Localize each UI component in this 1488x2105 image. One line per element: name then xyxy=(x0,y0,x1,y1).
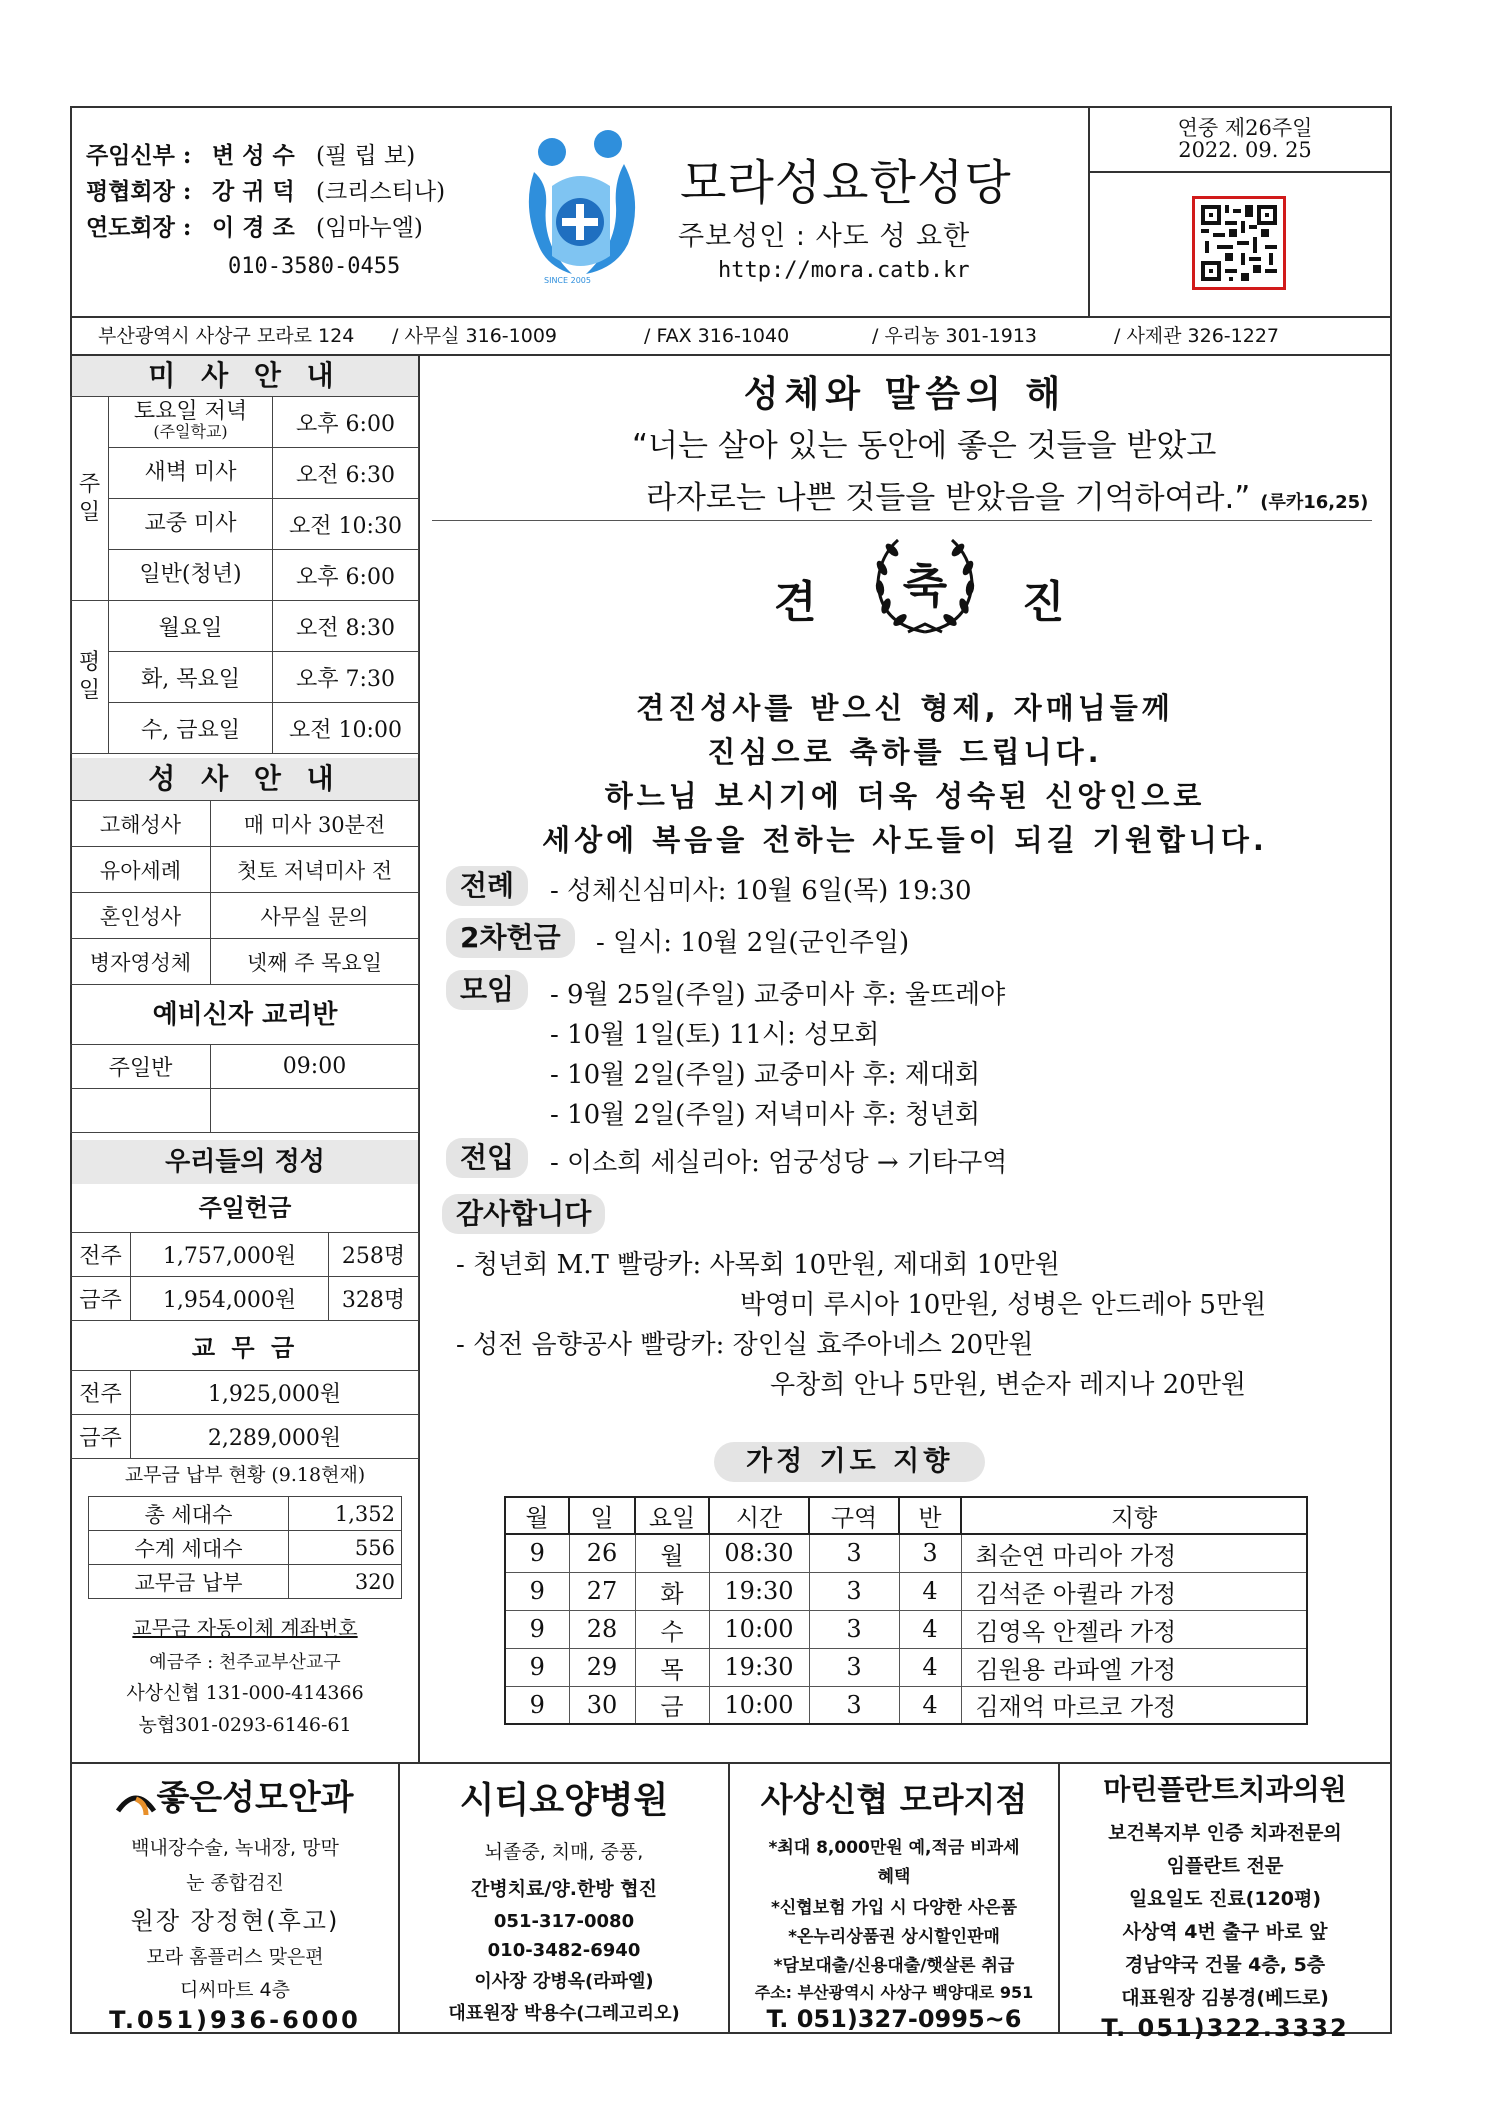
dues-status-title: 교무금 납부 현황 (9.18현재) xyxy=(124,1464,366,1486)
eye-clinic-director: 원장 장정현(후고) xyxy=(130,1907,340,1935)
offering-title: 우리들의 정성 xyxy=(72,1140,418,1184)
mass-row xyxy=(71,499,419,550)
prayer-row xyxy=(505,1686,1307,1724)
offering-count: 258명 xyxy=(329,1233,419,1277)
mass-name xyxy=(109,550,273,601)
sacrament-name: 고해성사 xyxy=(71,801,211,847)
city-hospital-phone: 010-3482-6940 xyxy=(487,1940,641,1961)
dues-title: 교 무 금 xyxy=(191,1334,299,1362)
mass-row xyxy=(71,448,419,499)
offering-row xyxy=(71,1277,419,1321)
sunday-label: 주 일 xyxy=(71,397,109,601)
credit-union-line: 혜택 xyxy=(877,1867,911,1887)
prayer-cell: 9 xyxy=(505,1686,569,1724)
gospel-quote-line1: “너는 살아 있는 동안에 좋은 것들을 받았고 xyxy=(632,428,1217,464)
prayer-cell: 4 xyxy=(899,1686,961,1724)
catechumen-class: 주일반 xyxy=(71,1045,211,1089)
parish-url[interactable]: http://mora.catb.kr xyxy=(718,258,970,283)
status-label: 총 세대수 xyxy=(89,1497,289,1531)
mass-table xyxy=(70,396,419,754)
catechumen-table xyxy=(70,1044,419,1133)
office-phone: / 사무실 316-1009 xyxy=(392,325,558,347)
sacrament-row xyxy=(71,847,419,893)
mass-row xyxy=(71,397,419,448)
thanks-line: 우창희 안나 5만원, 변순자 레지나 20만원 xyxy=(770,1370,1246,1400)
prayer-cell: 9 xyxy=(505,1610,569,1648)
account-1: 사상신협 131-000-414366 xyxy=(126,1682,364,1704)
dental-clinic-phone: T. 051)322.3332 xyxy=(1101,2014,1349,2042)
offering-week: 금주 xyxy=(71,1277,131,1321)
offering-count: 328명 xyxy=(329,1277,419,1321)
congrats-message xyxy=(420,686,1390,862)
mass-time: 오전 8:30 xyxy=(273,601,419,652)
logo-since: SINCE 2005 xyxy=(544,276,591,285)
prayer-cell: 10:00 xyxy=(709,1610,809,1648)
prayer-cell: 3 xyxy=(899,1534,961,1572)
city-hospital-chair: 이사장 강병옥(라파엘) xyxy=(474,1971,654,1992)
prayer-cell: 4 xyxy=(899,1610,961,1648)
dental-clinic-title: 마린플란트치과의원 xyxy=(1103,1773,1347,1806)
gospel-quote-text: 라자로는 나쁜 것들을 받았음을 기억하여라.” xyxy=(646,480,1251,516)
weekday-label: 평 일 xyxy=(71,601,109,754)
prayer-cell: 10:00 xyxy=(709,1686,809,1724)
confirmation-center: 축 xyxy=(902,559,948,613)
catechumen-title: 예비신자 교리반 xyxy=(152,1000,338,1030)
credit-union-line: *담보대출/신용대출/햇살론 취급 xyxy=(773,1956,1015,1976)
account-title: 교무금 자동이체 계좌번호 xyxy=(132,1616,358,1640)
mass-name-text: 일반(청년) xyxy=(139,562,242,587)
sacrament-value: 매 미사 30분전 xyxy=(211,801,419,847)
prayer-cell: 19:30 xyxy=(709,1572,809,1610)
prayer-cell: 3 xyxy=(809,1572,899,1610)
notice-line: - 10월 2일(주일) 저녁미사 후: 청년회 xyxy=(550,1100,981,1130)
prayer-row xyxy=(505,1534,1307,1572)
mass-name: 수, 금요일 xyxy=(109,703,273,754)
notice-line: - 10월 1일(토) 11시: 성모회 xyxy=(550,1020,880,1050)
dues-week: 전주 xyxy=(71,1371,131,1415)
prayer-cell: 최순연 마리아 가정 xyxy=(961,1534,1307,1572)
mass-name: 화, 목요일 xyxy=(109,652,273,703)
prayer-cell: 김재억 마르코 가정 xyxy=(961,1686,1307,1724)
sacrament-value: 넷째 주 목요일 xyxy=(211,939,419,985)
sunday-offering-title: 주일헌금 xyxy=(198,1194,292,1222)
prayer-header-cell: 시간 xyxy=(709,1497,809,1534)
dues-amount: 2,289,000원 xyxy=(131,1415,419,1459)
prayer-header-cell: 일 xyxy=(569,1497,635,1534)
offering-amount: 1,954,000원 xyxy=(131,1277,329,1321)
dental-clinic-line: 임플란트 전문 xyxy=(1166,1855,1284,1877)
mass-name-sub: (주일학교) xyxy=(153,422,228,441)
status-row xyxy=(89,1565,402,1599)
prayer-header-cell: 지향 xyxy=(961,1497,1307,1534)
ad-eye-clinic xyxy=(72,1762,398,2034)
sacrament-name: 혼인성사 xyxy=(71,893,211,939)
notice-tag: 전례 xyxy=(446,866,528,906)
congrats-line: 견진성사를 받으신 형제, 자매님들께 xyxy=(636,691,1174,725)
notice-line: - 이소희 세실리아: 엄궁성당 → 기타구역 xyxy=(550,1148,1008,1178)
dental-clinic-line: 일요일도 진료(120평) xyxy=(1128,1888,1322,1910)
dental-clinic-director: 대표원장 김봉경(베드로) xyxy=(1121,1987,1329,2009)
staff-name: 이 경 조 xyxy=(212,214,295,241)
dues-row xyxy=(71,1415,419,1459)
eye-clinic-logo-icon xyxy=(116,1786,156,1814)
mass-title: 미 사 안 내 xyxy=(72,356,418,396)
prayer-cell: 9 xyxy=(505,1648,569,1686)
prayer-cell: 19:30 xyxy=(709,1648,809,1686)
fax: / FAX 316-1040 xyxy=(644,325,790,347)
staff-saint: (필 립 보) xyxy=(316,143,416,169)
staff-name: 강 귀 덕 xyxy=(212,178,295,205)
dental-clinic-line: 경남약국 건물 4층, 5층 xyxy=(1124,1954,1326,1976)
mass-name xyxy=(109,448,273,499)
catechumen-time: 09:00 xyxy=(211,1045,419,1089)
prayer-cell: 김석준 아퀼라 가정 xyxy=(961,1572,1307,1610)
congrats-line: 진심으로 축하를 드립니다. xyxy=(707,735,1103,769)
notice-line: - 9월 25일(주일) 교중미사 후: 울뜨레야 xyxy=(550,980,1006,1010)
prayer-header-cell: 구역 xyxy=(809,1497,899,1534)
eye-clinic-line: 디씨마트 4층 xyxy=(180,1979,290,2001)
prayer-header-cell: 요일 xyxy=(635,1497,709,1534)
thanks-tag: 감사합니다 xyxy=(442,1194,605,1234)
city-hospital-director: 대표원장 박용수(그레고리오) xyxy=(448,2003,680,2024)
city-hospital-title: 시티요양병원 xyxy=(459,1780,669,1821)
patron-saint: 주보성인 : 사도 성 요한 xyxy=(678,221,971,252)
staff-saint: (임마누엘) xyxy=(316,215,423,241)
status-value: 1,352 xyxy=(289,1497,402,1531)
sacrament-table xyxy=(70,800,419,985)
prayer-cell: 3 xyxy=(809,1534,899,1572)
bulletin-date: 2022. 09. 25 xyxy=(1178,138,1312,162)
account-2: 농협301-0293-6146-61 xyxy=(138,1714,352,1736)
city-hospital-line: 뇌졸중, 치매, 중풍, xyxy=(484,1841,644,1863)
prayer-title: 가정 기도 지향 xyxy=(714,1442,985,1482)
address: 부산광역시 사상구 모라로 124 xyxy=(98,325,355,347)
offering-amount: 1,757,000원 xyxy=(131,1233,329,1277)
status-value: 556 xyxy=(289,1531,402,1565)
eye-clinic-name: 좋은성모안과 xyxy=(156,1778,354,1818)
staff-role: 연도회장 : xyxy=(86,214,192,241)
prayer-cell: 김원용 라파엘 가정 xyxy=(961,1648,1307,1686)
dues-amount: 1,925,000원 xyxy=(131,1371,419,1415)
staff-saint: (크리스티나) xyxy=(316,179,446,205)
mass-time: 오전 10:00 xyxy=(273,703,419,754)
city-hospital-phone: 051-317-0080 xyxy=(493,1911,635,1932)
sacrament-name: 유아세례 xyxy=(71,847,211,893)
mass-name-text: 교중 미사 xyxy=(144,511,237,536)
prayer-cell: 30 xyxy=(569,1686,635,1724)
dues-table xyxy=(70,1370,419,1459)
offering-row xyxy=(71,1233,419,1277)
dental-clinic-line: 사상역 4번 출구 바로 앞 xyxy=(1122,1921,1328,1943)
prayer-cell: 수 xyxy=(635,1610,709,1648)
ad-dental-clinic xyxy=(1060,1762,1390,2042)
ad-credit-union xyxy=(730,1762,1058,2034)
staff-row xyxy=(86,174,486,210)
year-title: 성체와 말씀의 해 xyxy=(743,374,1067,415)
account-holder: 예금주 : 천주교부산교구 xyxy=(149,1652,341,1673)
qr-code[interactable] xyxy=(1192,196,1286,290)
liturgical-week: 연중 제26주일 xyxy=(1177,116,1313,140)
sacrament-row xyxy=(71,893,419,939)
prayer-cell: 9 xyxy=(505,1534,569,1572)
prayer-cell: 4 xyxy=(899,1572,961,1610)
staff-role: 평협회장 : xyxy=(86,178,192,205)
prayer-row xyxy=(505,1572,1307,1610)
prayer-cell: 26 xyxy=(569,1534,635,1572)
mass-row xyxy=(71,703,419,754)
thanks-line: 박영미 루시아 10만원, 성병은 안드레아 5만원 xyxy=(740,1290,1267,1320)
prayer-header-cell: 월 xyxy=(505,1497,569,1534)
rectory-phone: / 사제관 326-1227 xyxy=(1114,325,1280,347)
prayer-cell: 29 xyxy=(569,1648,635,1686)
congrats-line: 하느님 보시기에 더욱 성숙된 신앙인으로 xyxy=(604,779,1206,813)
prayer-cell: 월 xyxy=(635,1534,709,1572)
sacrament-row xyxy=(71,939,419,985)
congrats-line: 세상에 복음을 전하는 사도들이 되길 기원합니다. xyxy=(542,823,1268,857)
credit-union-phone: T. 051)327-0995~6 xyxy=(766,2005,1022,2033)
notice-line: - 성체신심미사: 10월 6일(목) 19:30 xyxy=(550,876,972,906)
ad-city-hospital xyxy=(400,1762,728,2034)
sacrament-value: 첫토 저녁미사 전 xyxy=(211,847,419,893)
thanks-line: - 청년회 M.T 빨랑카: 사목회 10만원, 제대회 10만원 xyxy=(456,1250,1060,1280)
credit-union-line: *최대 8,000만원 예,적금 비과세 xyxy=(768,1838,1020,1858)
sacrament-name: 병자영성체 xyxy=(71,939,211,985)
notice-tag: 전입 xyxy=(446,1138,528,1178)
status-value: 320 xyxy=(289,1565,402,1599)
mass-time: 오전 10:30 xyxy=(273,499,419,550)
gospel-quote-line2 xyxy=(646,472,1368,517)
mass-row xyxy=(71,601,419,652)
sacrament-value: 사무실 문의 xyxy=(211,893,419,939)
prayer-cell: 3 xyxy=(809,1610,899,1648)
mass-row xyxy=(71,550,419,601)
mass-name xyxy=(109,397,273,448)
staff-row xyxy=(86,210,486,246)
confirmation-right: 진 xyxy=(1022,577,1065,628)
catechumen-empty xyxy=(211,1089,419,1133)
mass-time: 오후 6:00 xyxy=(273,550,419,601)
mass-name xyxy=(109,499,273,550)
prayer-cell: 3 xyxy=(809,1648,899,1686)
credit-union-line: *신협보험 가입 시 다양한 사은품 xyxy=(770,1898,1018,1918)
staff-row xyxy=(86,138,486,174)
status-label: 교무금 납부 xyxy=(89,1565,289,1599)
prayer-cell: 3 xyxy=(809,1686,899,1724)
prayer-cell: 4 xyxy=(899,1648,961,1686)
notice-line: - 10월 2일(주일) 교중미사 후: 제대회 xyxy=(550,1060,981,1090)
prayer-cell: 목 xyxy=(635,1648,709,1686)
status-row xyxy=(89,1497,402,1531)
credit-union-line: *온누리상품권 상시할인판매 xyxy=(788,1927,1000,1947)
eye-clinic-line: 눈 종합검진 xyxy=(186,1872,284,1894)
mass-name: 월요일 xyxy=(109,601,273,652)
confirmation-emblem xyxy=(868,532,982,640)
status-row xyxy=(89,1531,402,1565)
dues-row xyxy=(71,1371,419,1415)
eye-clinic-line: 백내장수술, 녹내장, 망막 xyxy=(131,1837,339,1859)
sacrament-row xyxy=(71,801,419,847)
mass-time: 오후 7:30 xyxy=(273,652,419,703)
prayer-header-cell: 반 xyxy=(899,1497,961,1534)
parish-logo xyxy=(512,126,648,286)
prayer-cell: 27 xyxy=(569,1572,635,1610)
status-label: 수계 세대수 xyxy=(89,1531,289,1565)
header-staff xyxy=(86,138,486,279)
prayer-cell: 화 xyxy=(635,1572,709,1610)
notice-tag: 모임 xyxy=(446,970,528,1010)
mass-name-text: 토요일 저녁 xyxy=(133,399,248,424)
notice-line: - 일시: 10월 2일(군인주일) xyxy=(596,928,910,958)
mass-time: 오전 6:30 xyxy=(273,448,419,499)
woorinong-phone: / 우리농 301-1913 xyxy=(872,325,1038,347)
prayer-row xyxy=(505,1648,1307,1686)
dues-week: 금주 xyxy=(71,1415,131,1459)
staff-name: 변 성 수 xyxy=(212,142,295,169)
eye-clinic-phone: T.051)936-6000 xyxy=(109,2006,361,2034)
staff-role: 주임신부 : xyxy=(86,142,192,169)
sacrament-title: 성 사 안 내 xyxy=(72,758,418,800)
address-bar xyxy=(72,318,1390,354)
prayer-cell: 08:30 xyxy=(709,1534,809,1572)
prayer-table xyxy=(504,1496,1308,1725)
mass-name-text: 새벽 미사 xyxy=(144,460,237,485)
mass-row xyxy=(71,652,419,703)
prayer-cell: 9 xyxy=(505,1572,569,1610)
eye-clinic-line: 모라 홈플러스 맞은편 xyxy=(146,1946,324,1968)
credit-union-address: 주소: 부산광역시 사상구 백양대로 951 xyxy=(754,1983,1034,2002)
eye-clinic-title xyxy=(72,1770,398,1819)
dental-clinic-line: 보건복지부 인증 치과전문의 xyxy=(1108,1822,1342,1844)
prayer-cell: 김영옥 안젤라 가정 xyxy=(961,1610,1307,1648)
notice-tag: 2차헌금 xyxy=(446,918,575,958)
prayer-cell: 28 xyxy=(569,1610,635,1648)
mass-time: 오후 6:00 xyxy=(273,397,419,448)
catechumen-empty xyxy=(71,1089,211,1133)
parish-name: 모라성요한성당 xyxy=(680,155,1012,211)
city-hospital-line: 간병치료/양.한방 협진 xyxy=(471,1878,657,1900)
prayer-cell: 금 xyxy=(635,1686,709,1724)
staff-phone: 010-3580-0455 xyxy=(228,254,401,279)
gospel-quote-ref: (루카16,25) xyxy=(1260,492,1369,513)
confirmation-left: 견 xyxy=(774,577,817,628)
sunday-offering-table xyxy=(70,1232,419,1321)
prayer-row xyxy=(505,1610,1307,1648)
thanks-line: - 성전 음향공사 빨랑카: 장인실 효주아네스 20만원 xyxy=(456,1330,1034,1360)
credit-union-title: 사상신협 모라지점 xyxy=(760,1780,1028,1819)
dues-status-table xyxy=(88,1496,402,1599)
offering-week: 전주 xyxy=(71,1233,131,1277)
